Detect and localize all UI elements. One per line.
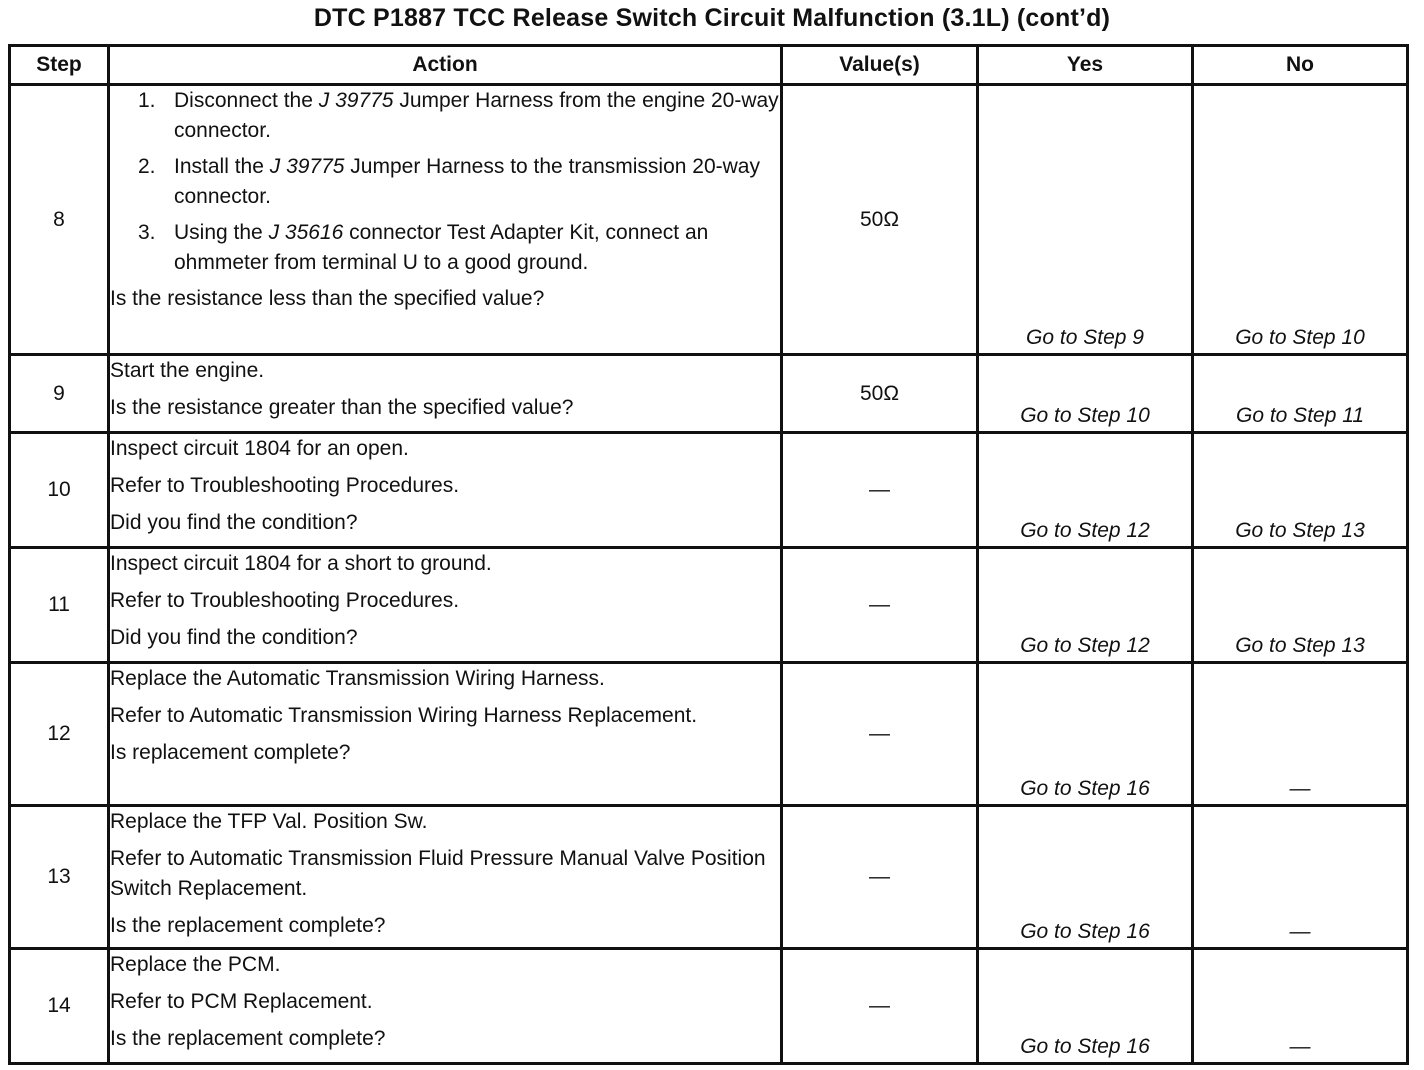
action-line: Refer to Automatic Transmission Wiring Harness Replacement.	[110, 704, 698, 727]
yes-cell: Go to Step 12	[978, 433, 1193, 548]
action-cell	[109, 663, 782, 806]
no-cell: Go to Step 13	[1193, 433, 1408, 548]
tool-reference: J 39775	[269, 155, 345, 178]
no-cell: —	[1193, 949, 1408, 1064]
action-cell	[109, 433, 782, 548]
step-number: 14	[10, 949, 109, 1064]
yes-cell: Go to Step 12	[978, 548, 1193, 663]
table-row-step-14	[10, 949, 1408, 1064]
value-cell	[782, 663, 978, 806]
value-cell	[782, 433, 978, 548]
yes-cell: Go to Step 16	[978, 663, 1193, 806]
action-numbered-list	[110, 86, 780, 278]
table-row-step-10	[10, 433, 1408, 548]
tool-reference: J 35616	[268, 221, 344, 244]
action-line: Inspect circuit 1804 for a short to ground.	[110, 552, 492, 575]
action-line: Is replacement complete?	[110, 741, 351, 764]
step-number: 10	[10, 433, 109, 548]
list-item	[110, 218, 780, 278]
header-yes: Yes	[978, 46, 1193, 85]
page-title: DTC P1887 TCC Release Switch Circuit Malfunction (3.1L) (cont’d)	[313, 4, 1111, 32]
step-number: 12	[10, 663, 109, 806]
specified-value: —	[869, 593, 890, 616]
yes-cell: Go to Step 10	[978, 355, 1193, 433]
yes-cell: Go to Step 16	[978, 949, 1193, 1064]
action-cell	[109, 85, 782, 355]
value-cell	[782, 548, 978, 663]
no-cell: —	[1193, 663, 1408, 806]
no-cell: Go to Step 11	[1193, 355, 1408, 433]
value-cell	[782, 355, 978, 433]
specified-value: —	[869, 865, 890, 888]
step-number: 11	[10, 548, 109, 663]
list-item-text: Install the	[174, 155, 270, 178]
list-item	[110, 152, 780, 212]
tool-reference: J 39775	[318, 89, 394, 112]
list-item-number: 2.	[138, 155, 156, 178]
step-number: 9	[10, 355, 109, 433]
action-line: Replace the TFP Val. Position Sw.	[110, 810, 428, 833]
action-line: Is the replacement complete?	[110, 1027, 386, 1050]
list-item	[110, 86, 780, 146]
header-values: Value(s)	[782, 46, 978, 85]
list-item-number: 1.	[138, 89, 156, 112]
action-line: Replace the Automatic Transmission Wiring Harness.	[110, 667, 605, 690]
action-line: Did you find the condition?	[110, 626, 358, 649]
header-step: Step	[10, 46, 109, 85]
yes-cell: Go to Step 9	[978, 85, 1193, 355]
step-number: 13	[10, 806, 109, 949]
table-header-row	[10, 46, 1408, 85]
action-line: Is the replacement complete?	[110, 914, 386, 937]
action-line: Refer to Troubleshooting Procedures.	[110, 589, 460, 612]
action-line: Inspect circuit 1804 for an open.	[110, 437, 409, 460]
table-row-step-12	[10, 663, 1408, 806]
list-item-number: 3.	[138, 221, 156, 244]
action-cell	[109, 548, 782, 663]
list-item-text: Using the	[174, 221, 269, 244]
specified-value: 50Ω	[859, 381, 900, 405]
action-cell	[109, 949, 782, 1064]
no-cell: —	[1193, 806, 1408, 949]
action-line: Replace the PCM.	[110, 953, 281, 976]
action-line: Refer to PCM Replacement.	[110, 990, 373, 1013]
action-line: Refer to Troubleshooting Procedures.	[110, 474, 460, 497]
action-cell	[109, 806, 782, 949]
header-no: No	[1193, 46, 1408, 85]
header-action: Action	[109, 46, 782, 85]
specified-value: 50Ω	[859, 207, 900, 231]
action-question: Is the resistance less than the specified value?	[110, 287, 545, 310]
value-cell	[782, 806, 978, 949]
table-row-step-13	[10, 806, 1408, 949]
action-line: Start the engine.	[110, 359, 265, 382]
table-row-step-9	[10, 355, 1408, 433]
specified-value: —	[869, 994, 890, 1017]
list-item-text: Jumper Harness from the engine 20-way connector.	[174, 89, 779, 142]
value-cell	[782, 85, 978, 355]
action-line: Did you find the condition?	[110, 511, 358, 534]
diagnostic-table	[8, 44, 1409, 1065]
value-cell	[782, 949, 978, 1064]
list-item-text: Disconnect the	[174, 89, 319, 112]
yes-cell: Go to Step 16	[978, 806, 1193, 949]
step-number: 8	[10, 85, 109, 355]
no-cell: Go to Step 13	[1193, 548, 1408, 663]
list-item-text: connector Test Adapter Kit, connect an ohmmeter from terminal U to a good ground.	[174, 221, 709, 274]
specified-value: —	[869, 722, 890, 745]
specified-value: —	[869, 478, 890, 501]
action-line: Refer to Automatic Transmission Fluid Pressure Manual Valve Position Switch Replacement.	[110, 847, 766, 900]
table-row-step-8	[10, 85, 1408, 355]
list-item-text: Jumper Harness to the transmission 20-way connector.	[174, 155, 760, 208]
no-cell: Go to Step 10	[1193, 85, 1408, 355]
action-cell	[109, 355, 782, 433]
action-line: Is the resistance greater than the specified value?	[110, 396, 574, 419]
table-row-step-11	[10, 548, 1408, 663]
